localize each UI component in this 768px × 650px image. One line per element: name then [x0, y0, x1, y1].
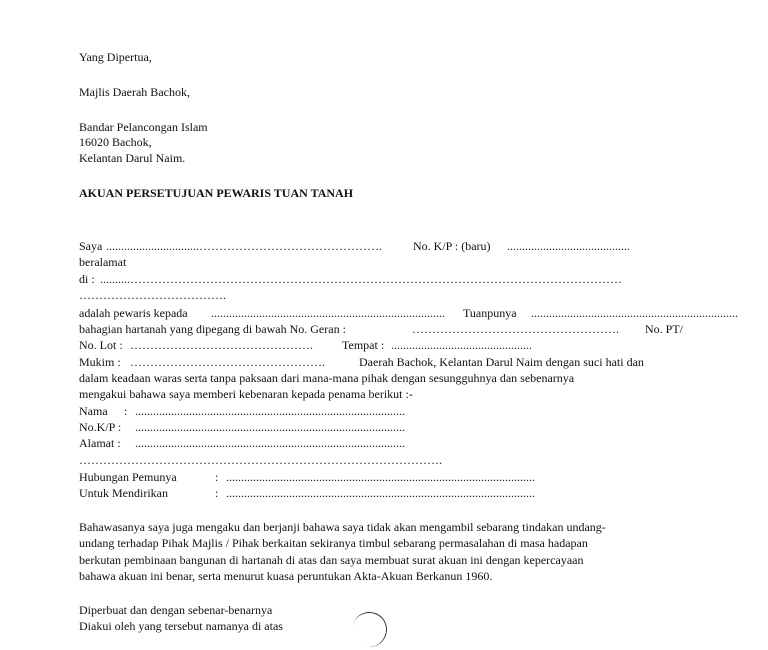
nama-colon: : [124, 404, 128, 418]
geran-label: bahagian hartanah yang dipegang di bawah No. Geran : [79, 322, 346, 336]
hubungan-label: Hubungan Pemunya [79, 470, 177, 484]
saya-label: Saya [79, 239, 103, 253]
mukim-label: Mukim : [79, 355, 121, 369]
address-line-3: Kelantan Darul Naim. [79, 151, 186, 165]
address-line-1: Bandar Pelancongan Islam [79, 120, 208, 134]
document-title: AKUAN PERSETUJUAN PEWARIS TUAN TANAH [79, 186, 354, 200]
pewaris-field: .............................................................................. [211, 306, 445, 320]
beralamat-label: beralamat [79, 255, 127, 269]
addressee-council: Majlis Daerah Bachok, [79, 85, 190, 99]
para2-line4: bahawa akuan ini benar, serta menurut kuasa peruntukan Akta-Akuan Berkanun 1960. [79, 569, 493, 583]
address-field-cont: ………………………………. [79, 288, 226, 302]
nokp-label: No.K/P : [79, 420, 122, 434]
nama-field: .......................................................................................... [135, 404, 405, 418]
para2-line2: undang terhadap Pihak Majlis / Pihak berkaitan sekiranya timbul sebarang permasalahan di masa hadapan [79, 536, 588, 550]
tuanpunya-label: Tuanpunya [463, 306, 517, 320]
nopt-label: No. PT/ [645, 322, 684, 336]
mukim-field: …………………………………………. [130, 355, 325, 369]
para2-line3: berkutan pembinaan bangunan di hartanah di atas dan saya membuat surat akuan ini dengan kepercayaan [79, 553, 584, 567]
closing-line2: Diakui oleh yang tersebut namanya di atas [79, 619, 283, 633]
nama-label: Nama [79, 404, 108, 418]
untuk-colon: : [215, 486, 219, 500]
hubungan-colon: : [215, 470, 219, 484]
alamat-field: .......................................................................................... [135, 436, 405, 450]
geran-field: ……………………………………………. [412, 322, 619, 336]
lot-label: No. Lot : [79, 338, 123, 352]
pewaris-label: adalah pewaris kepada [79, 306, 188, 320]
untuk-field: ....................................................................................................... [226, 486, 535, 500]
hubungan-field: ....................................................................................................... [226, 470, 535, 484]
address-line-2: 16020 Bachok, [79, 135, 152, 149]
addressee-title: Yang Dipertua, [79, 50, 152, 64]
mukim-text: Daerah Bachok, Kelantan Darul Naim dengan suci hati dan [359, 355, 644, 369]
address-field: ..........…………………………………………………………………………………………………………… [100, 272, 622, 286]
closing-line1: Diperbuat dan dengan sebenar-benarnya [79, 603, 273, 617]
alamat-label: Alamat : [79, 436, 121, 450]
para1-line2: dalam keadaan waras serta tanpa paksaan dari mana-mana pihak dengan sesungguhnya dan sebenarnya [79, 371, 575, 385]
alamat-field-cont: ………………………………………………………………………………. [79, 453, 442, 467]
lot-field: ………………………………………. [130, 338, 313, 352]
tempat-label: Tempat : [342, 338, 385, 352]
kp-field: ......................................... [507, 239, 630, 253]
di-label: di : [79, 272, 95, 286]
saya-name-field: ...............................………………………………………. [106, 239, 382, 253]
para1-line3: mengakui bahawa saya memberi kebenaran kepada penama berikut :- [79, 387, 413, 401]
tempat-field: ............................................... [391, 338, 532, 352]
kp-label: No. K/P : (baru) [413, 239, 491, 253]
untuk-label: Untuk Mendirikan [79, 486, 168, 500]
tuanpunya-field: ..................................................................... [531, 306, 738, 320]
para2-line1: Bahawasanya saya juga mengaku dan berjanji bahawa saya tidak akan mengambil sebarang tindakan undang- [79, 520, 606, 534]
nokp-field: .......................................................................................... [135, 420, 405, 434]
